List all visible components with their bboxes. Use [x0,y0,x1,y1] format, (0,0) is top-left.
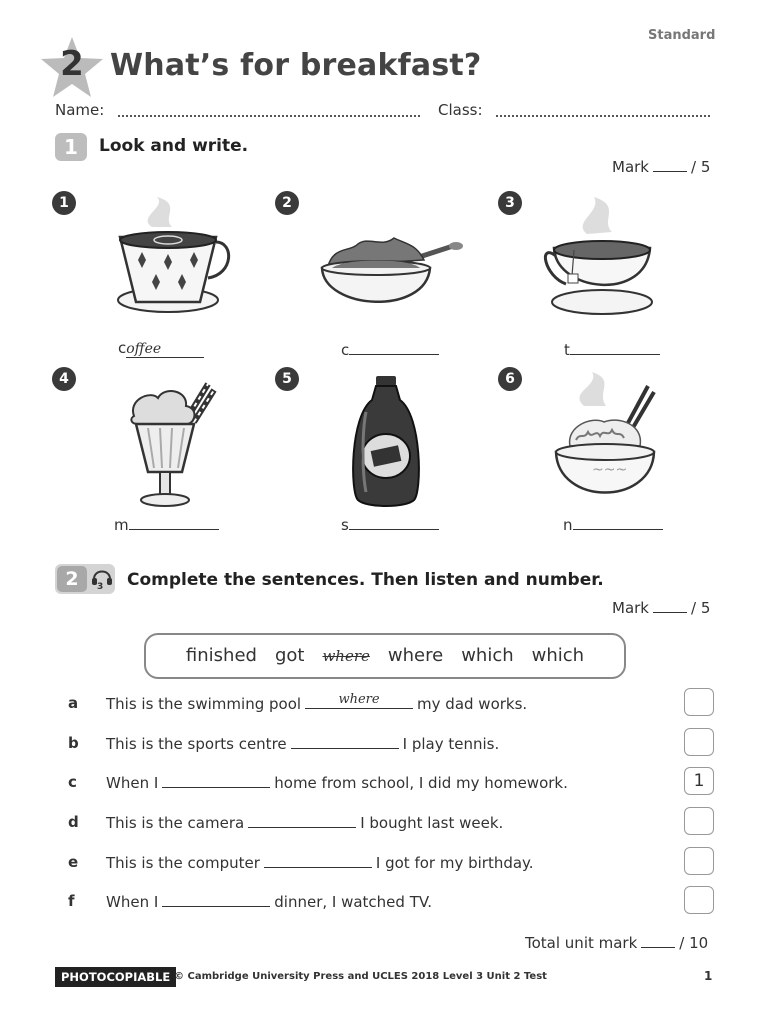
sentence-before: This is the computer [106,854,260,872]
sentence-letter: b [68,734,79,752]
item-5-answer-field[interactable] [349,529,439,530]
sentence-c [0,773,768,803]
sentence-text [106,892,432,911]
audio-track-number: 3 [97,582,104,592]
item-5-prefix: s [341,516,349,534]
mark-total: / 5 [691,158,711,176]
sentence-letter: c [68,773,77,791]
sentence-letter: f [68,892,75,910]
number-box[interactable] [684,728,714,756]
class-label: Class: [438,101,483,119]
item-5-number: 5 [275,367,299,391]
total-value: / 10 [679,934,709,952]
item-6-prefix: n [563,516,573,534]
exercise-1-badge: 1 [55,133,87,161]
unit-number: 2 [60,44,84,84]
item-3-answer-field[interactable] [570,354,660,355]
sentence-text [106,773,568,792]
item-6-number: 6 [498,367,522,391]
number-box[interactable]: 1 [684,767,714,795]
mark-blank [653,171,687,172]
sentence-text [106,734,499,753]
total-unit-mark [525,934,708,952]
sentence-before: This is the swimming pool [106,695,302,713]
sentence-blank[interactable] [305,694,413,709]
word-which-1: which [461,645,514,666]
svg-text:~~~: ~~~ [592,462,628,478]
exercise-2-instruction: Complete the sentences. Then listen and number. [127,570,604,590]
item-1-answer [118,339,204,358]
sentence-letter: d [68,813,79,831]
item-1-answer-field[interactable] [126,341,204,358]
number-box[interactable] [684,807,714,835]
page-number: 1 [704,969,713,983]
photocopiable-tag: PHOTOCOPIABLE [55,967,176,987]
exercise-1-mark [612,158,710,176]
item-5-answer [341,516,439,534]
word-which-2: which [531,645,585,666]
sentence-after: I got for my birthday. [375,854,534,872]
tea-cup-icon [542,192,662,322]
item-2-answer [341,341,439,359]
sentence-blank[interactable] [162,773,270,788]
word-bank [144,645,626,666]
item-4-prefix: m [114,516,129,534]
sentence-blank[interactable] [248,813,356,828]
exercise-1-instruction: Look and write. [99,136,249,156]
word-finished: finished [185,645,257,666]
exercise-2-mark [612,599,710,617]
sentence-a [0,694,768,724]
total-blank [641,947,675,948]
item-2-number: 2 [275,191,299,215]
sentence-b [0,734,768,764]
sentence-after: home from school, I did my homework. [274,774,568,792]
number-box[interactable] [684,847,714,875]
sentence-d [0,813,768,843]
sentence-filled: where [338,692,380,707]
sentence-letter: e [68,853,79,871]
item-4-answer [114,516,219,534]
mark-total: / 5 [691,599,711,617]
sauce-bottle-icon [346,372,426,512]
number-box[interactable] [684,886,714,914]
sentence-before: When I [106,774,159,792]
name-label: Name: [55,101,105,119]
item-1-prefix: c [118,339,127,357]
sentence-after: dinner, I watched TV. [274,893,432,911]
cereal-bowl-icon [318,230,463,320]
mark-blank [653,612,687,613]
name-field[interactable] [118,115,420,117]
item-4-answer-field[interactable] [129,529,219,530]
class-field[interactable] [496,115,710,117]
item-6-answer-field[interactable] [573,529,663,530]
exercise-2-number: 2 [57,566,87,592]
milkshake-icon [124,376,220,512]
total-label: Total unit mark [525,934,638,952]
sentence-blank[interactable] [291,734,399,749]
item-2-answer-field[interactable] [349,354,439,355]
sentence-blank[interactable] [162,892,270,907]
sentence-f [0,892,768,922]
page-title: What’s for breakfast? [110,48,482,83]
sentence-before: When I [106,893,159,911]
item-2-prefix: c [341,341,350,359]
noodles-bowl-icon [552,366,658,506]
copyright-notice: © Cambridge University Press and UCLES 2018 Level 3 Unit 2 Test [174,971,547,982]
word-got: got [274,645,305,666]
word-where: where [387,645,444,666]
mark-label: Mark [612,158,649,176]
number-box[interactable] [684,688,714,716]
sentence-text [106,694,527,713]
sentence-e [0,853,768,883]
sentence-text [106,813,503,832]
sentence-after: my dad works. [417,695,528,713]
word-where-used: where [322,647,370,665]
sentence-after: I play tennis. [402,735,500,753]
item-3-answer [564,341,660,359]
item-1-filled: offee [126,341,162,357]
item-6-answer [563,516,663,534]
coffee-cup-icon [112,192,232,322]
mark-label: Mark [612,599,649,617]
sentence-after: I bought last week. [360,814,504,832]
sentence-before: This is the camera [106,814,245,832]
item-3-number: 3 [498,191,522,215]
sentence-letter: a [68,694,79,712]
sentence-before: This is the sports centre [106,735,287,753]
sentence-text [106,853,534,872]
level-label: Standard [648,28,716,43]
item-3-prefix: t [564,341,570,359]
item-4-number: 4 [52,367,76,391]
sentence-blank[interactable] [264,853,372,868]
item-1-number: 1 [52,191,76,215]
